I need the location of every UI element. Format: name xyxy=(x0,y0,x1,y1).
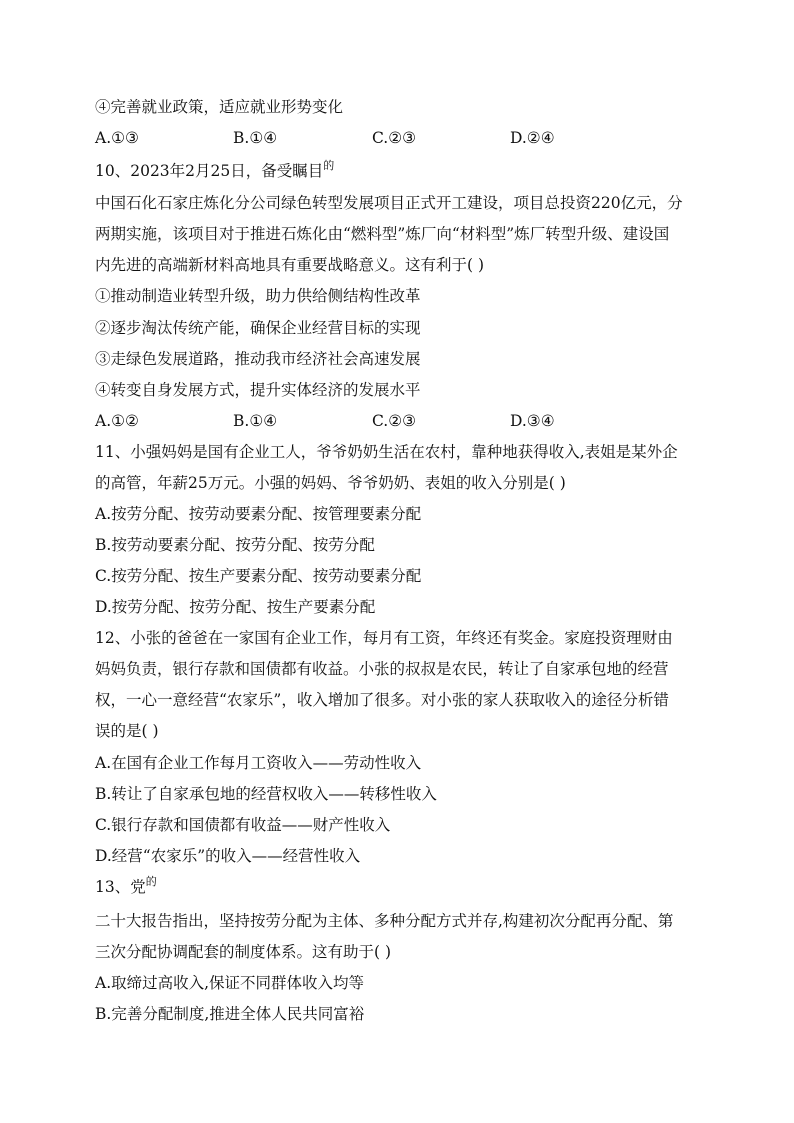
q11-option-c: C.按劳分配、按生产要素分配、按劳动要素分配 xyxy=(95,567,422,585)
q12-line-3: 权，一心一意经营“农家乐”，收入增加了很多。对小张的家人获取收入的途径分析错 xyxy=(95,691,669,709)
q11-option-b: B.按劳动要素分配、按劳分配、按劳分配 xyxy=(95,536,375,554)
q9-option-c: C.②③ xyxy=(372,129,417,147)
q10-option-b: B.①④ xyxy=(233,412,278,430)
q9-option-b: B.①④ xyxy=(233,129,278,147)
q12-option-a: A.在国有企业工作每月工资收入——劳动性收入 xyxy=(95,754,422,772)
q12-option-b: B.转让了自家承包地的经营权收入——转移性收入 xyxy=(95,785,437,803)
q12-line-2: 妈妈负责，银行存款和国债都有收益。小张的叔叔是农民，转让了自家承包地的经营 xyxy=(95,660,669,678)
q10-line-3: 内先进的高端新材料高地具有重要战略意义。这有利于( ) xyxy=(95,256,485,274)
q12-option-c: C.银行存款和国债都有收益——财产性收入 xyxy=(95,816,391,834)
q12-line-1: 12、小张的爸爸在一家国有企业工作，每月有工资，年终还有奖金。家庭投资理财由 xyxy=(95,629,673,647)
q13-heading-text: 13、党 xyxy=(95,878,146,896)
q10-option-d: D.③④ xyxy=(510,412,555,430)
q11-line-1: 11、小强妈妈是国有企业工人，爷爷奶奶生活在农村，靠种地获得收入,表姐是某外企 xyxy=(95,443,678,461)
q13-line-2: 三次分配协调配套的制度体系。这有助于( ) xyxy=(95,943,392,961)
q10-item-3: ③走绿色发展道路，推动我市经济社会高速发展 xyxy=(95,350,421,368)
q10-heading-sup: 的 xyxy=(323,159,335,172)
q11-option-a: A.按劳分配、按劳动要素分配、按管理要素分配 xyxy=(95,505,422,523)
q13-option-b: B.完善分配制度,推进全体人民共同富裕 xyxy=(95,1005,365,1023)
q13-heading-sup: 的 xyxy=(145,875,157,888)
q10-item-2: ②逐步淘汰传统产能，确保企业经营目标的实现 xyxy=(95,319,421,337)
q11-line-2: 的高管，年薪25万元。小强的妈妈、爷爷奶奶、表姐的收入分别是( ) xyxy=(95,474,566,492)
q10-option-a: A.①② xyxy=(95,412,139,430)
q10-line-2: 两期实施，该项目对于推进石炼化由“燃料型”炼厂向“材料型”炼厂转型升级、建设国 xyxy=(95,225,670,243)
q13-line-1: 二十大报告指出，坚持按劳分配为主体、多种分配方式并存,构建初次分配再分配、第 xyxy=(95,912,674,930)
q12-option-d: D.经营“农家乐”的收入——经营性收入 xyxy=(95,847,361,865)
q9-item-4: ④完善就业政策，适应就业形势变化 xyxy=(95,98,344,116)
q13-heading xyxy=(95,877,157,899)
q9-option-a: A.①③ xyxy=(95,129,139,147)
q12-line-4: 误的是( ) xyxy=(95,722,159,740)
q10-heading-text: 10、2023年2月25日，备受瞩目 xyxy=(95,162,324,180)
q13-option-a: A.取缔过高收入,保证不同群体收入均等 xyxy=(95,974,365,992)
q10-line-1: 中国石化石家庄炼化分公司绿色转型发展项目正式开工建设，项目总投资220亿元，分 xyxy=(95,194,683,212)
q10-option-c: C.②③ xyxy=(372,412,417,430)
q10-item-4: ④转变自身发展方式，提升实体经济的发展水平 xyxy=(95,381,421,399)
q9-option-d: D.②④ xyxy=(510,129,555,147)
q10-item-1: ①推动制造业转型升级，助力供给侧结构性改革 xyxy=(95,287,421,305)
q11-option-d: D.按劳分配、按劳分配、按生产要素分配 xyxy=(95,598,376,616)
q10-heading xyxy=(95,161,334,183)
